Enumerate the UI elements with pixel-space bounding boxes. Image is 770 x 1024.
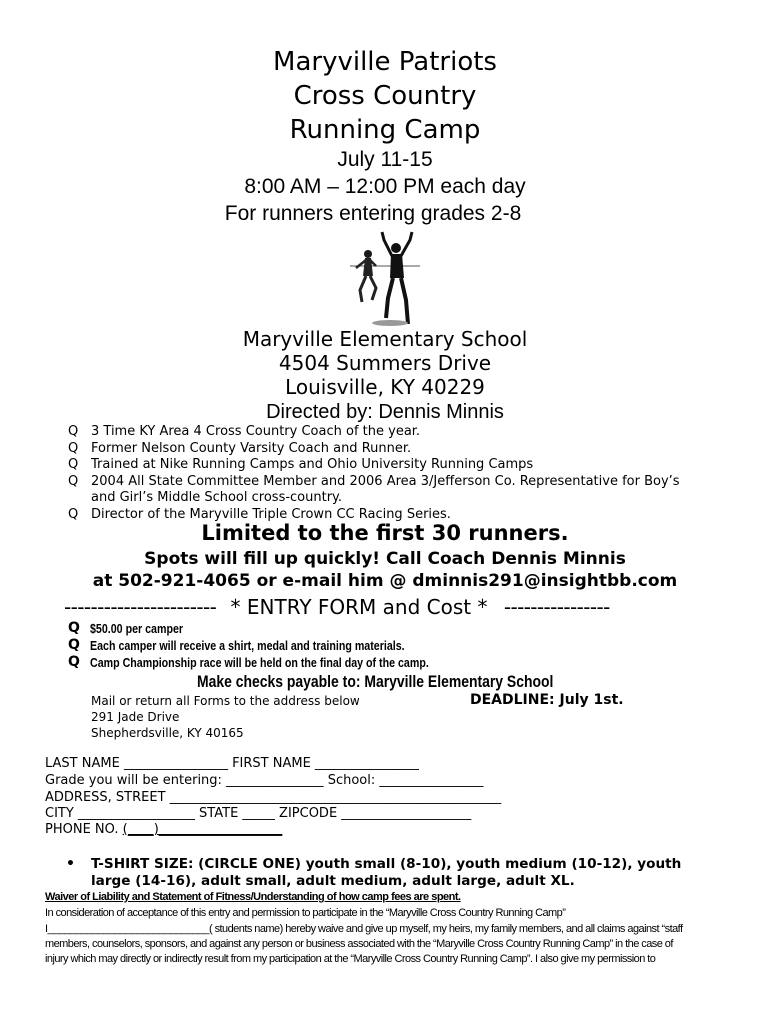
entry-form-title: * ENTRY FORM and Cost * xyxy=(230,595,488,619)
cost-item xyxy=(0,654,770,671)
credential-item xyxy=(0,474,770,491)
camp-grades: For runners entering grades 2-8 xyxy=(224,202,522,225)
city-state-zip-fields[interactable]: CITY __________________ STATE _____ ZIPCODE ____________________ xyxy=(45,806,472,821)
cost-text: $50.00 per camper xyxy=(90,621,184,636)
bullet-marker: Q xyxy=(68,440,79,456)
credential-text: 3 Time KY Area 4 Cross Country Coach of the year. xyxy=(91,424,421,439)
tshirt-size-line-1[interactable]: T-SHIRT SIZE: (CIRCLE ONE) youth small (8-10), youth medium (10-12), youth xyxy=(91,856,682,872)
bullet-marker: Q xyxy=(68,473,79,489)
mail-instructions: Mail or return all Forms to the address below xyxy=(91,694,360,708)
title-line-1: Maryville Patriots xyxy=(273,47,497,77)
school-street: 4504 Summers Drive xyxy=(278,351,492,375)
phone-blank[interactable]: (____)___________________ xyxy=(122,822,283,837)
camp-times: 8:00 AM – 12:00 PM each day xyxy=(244,175,526,198)
camp-dates: July 11-15 xyxy=(337,148,433,171)
waiver-line-3: members, counselors, sponsors, and against any person or business associated with the “Maryville Cross Country Running Camp” in the case of xyxy=(45,938,673,950)
title-line-2: Cross Country xyxy=(293,81,477,111)
waiver-line-4: injury which may directly or indirectly result from my participation at the “Maryville Cross Country Running Camp”. I also give my permission to xyxy=(45,953,656,965)
school-city: Louisville, KY 40229 xyxy=(285,375,485,399)
phone-label: PHONE NO. xyxy=(45,822,123,837)
credential-text: Director of the Maryville Triple Crown CC Racing Series. xyxy=(91,506,451,522)
bullet-marker: Q xyxy=(68,506,79,522)
name-fields[interactable]: LAST NAME ________________ FIRST NAME ________________ xyxy=(45,756,419,771)
waiver-heading: Waiver of Liability and Statement of Fitness/Understanding of how camp fees are spent. xyxy=(45,891,461,903)
divider-dashes-left: ----------------------- xyxy=(64,595,217,619)
contact-line: at 502-921-4065 or e-mail him @ dminnis291@insightbb.com xyxy=(92,571,678,591)
director-line: Directed by: Dennis Minnis xyxy=(266,401,504,423)
credential-text: Former Nelson County Varsity Coach and Runner. xyxy=(91,440,412,456)
divider-dashes-right: ---------------- xyxy=(503,595,610,619)
grade-school-fields[interactable]: Grade you will be entering: _______________ School: ________________ xyxy=(45,773,484,788)
bullet-marker: Q xyxy=(68,457,79,473)
bullet-marker: Q xyxy=(68,424,79,439)
cost-item xyxy=(0,620,770,637)
cost-text: Each camper will receive a shirt, medal and training materials. xyxy=(90,638,405,653)
cost-text: Camp Championship race will be held on the final day of the camp. xyxy=(90,655,429,670)
waiver-line-2: I_____________________________( students name) hereby waive and give up myself, my heirs, my family members, and all claims against “staff xyxy=(45,923,683,935)
tshirt-size-line-2[interactable]: large (14-16), adult small, adult medium, adult large, adult XL. xyxy=(91,873,575,889)
limited-heading: Limited to the first 30 runners. xyxy=(201,521,569,545)
credential-item xyxy=(0,441,770,458)
waiver-line-1: In consideration of acceptance of this entry and permission to participate in the “Maryville Cross Country Running Camp” xyxy=(45,907,566,919)
phone-field[interactable] xyxy=(45,822,282,837)
address-field[interactable]: ADDRESS, STREET ___________________________________________________ xyxy=(45,790,502,805)
checks-payable: Make checks payable to: Maryville Elementary School xyxy=(197,672,554,691)
bullet-marker: Q xyxy=(68,637,80,653)
spots-line: Spots will fill up quickly! Call Coach Dennis Minnis xyxy=(144,549,626,569)
school-name: Maryville Elementary School xyxy=(242,327,528,351)
credential-text: 2004 All State Committee Member and 2006 Area 3/Jefferson Co. Representative for Boy’s xyxy=(91,473,680,489)
bullet-marker: Q xyxy=(68,654,80,670)
deadline: DEADLINE: July 1st. xyxy=(470,692,624,708)
title-line-3: Running Camp xyxy=(289,115,481,145)
credential-item xyxy=(0,424,770,441)
credentials-list xyxy=(0,424,770,524)
tshirt-bullet: • xyxy=(66,856,75,872)
credential-item-continued xyxy=(0,490,770,507)
credential-item xyxy=(0,457,770,474)
mail-address-city: Shepherdsville, KY 40165 xyxy=(91,726,244,740)
cost-item xyxy=(0,637,770,654)
runners-photo xyxy=(346,226,422,328)
entry-form-divider xyxy=(64,595,610,619)
credential-text: and Girl’s Middle School cross-country. xyxy=(91,490,343,506)
bullet-marker: Q xyxy=(68,620,80,636)
mail-address-street: 291 Jade Drive xyxy=(91,710,180,724)
cost-list xyxy=(0,620,770,671)
credential-text: Trained at Nike Running Camps and Ohio University Running Camps xyxy=(91,457,534,473)
